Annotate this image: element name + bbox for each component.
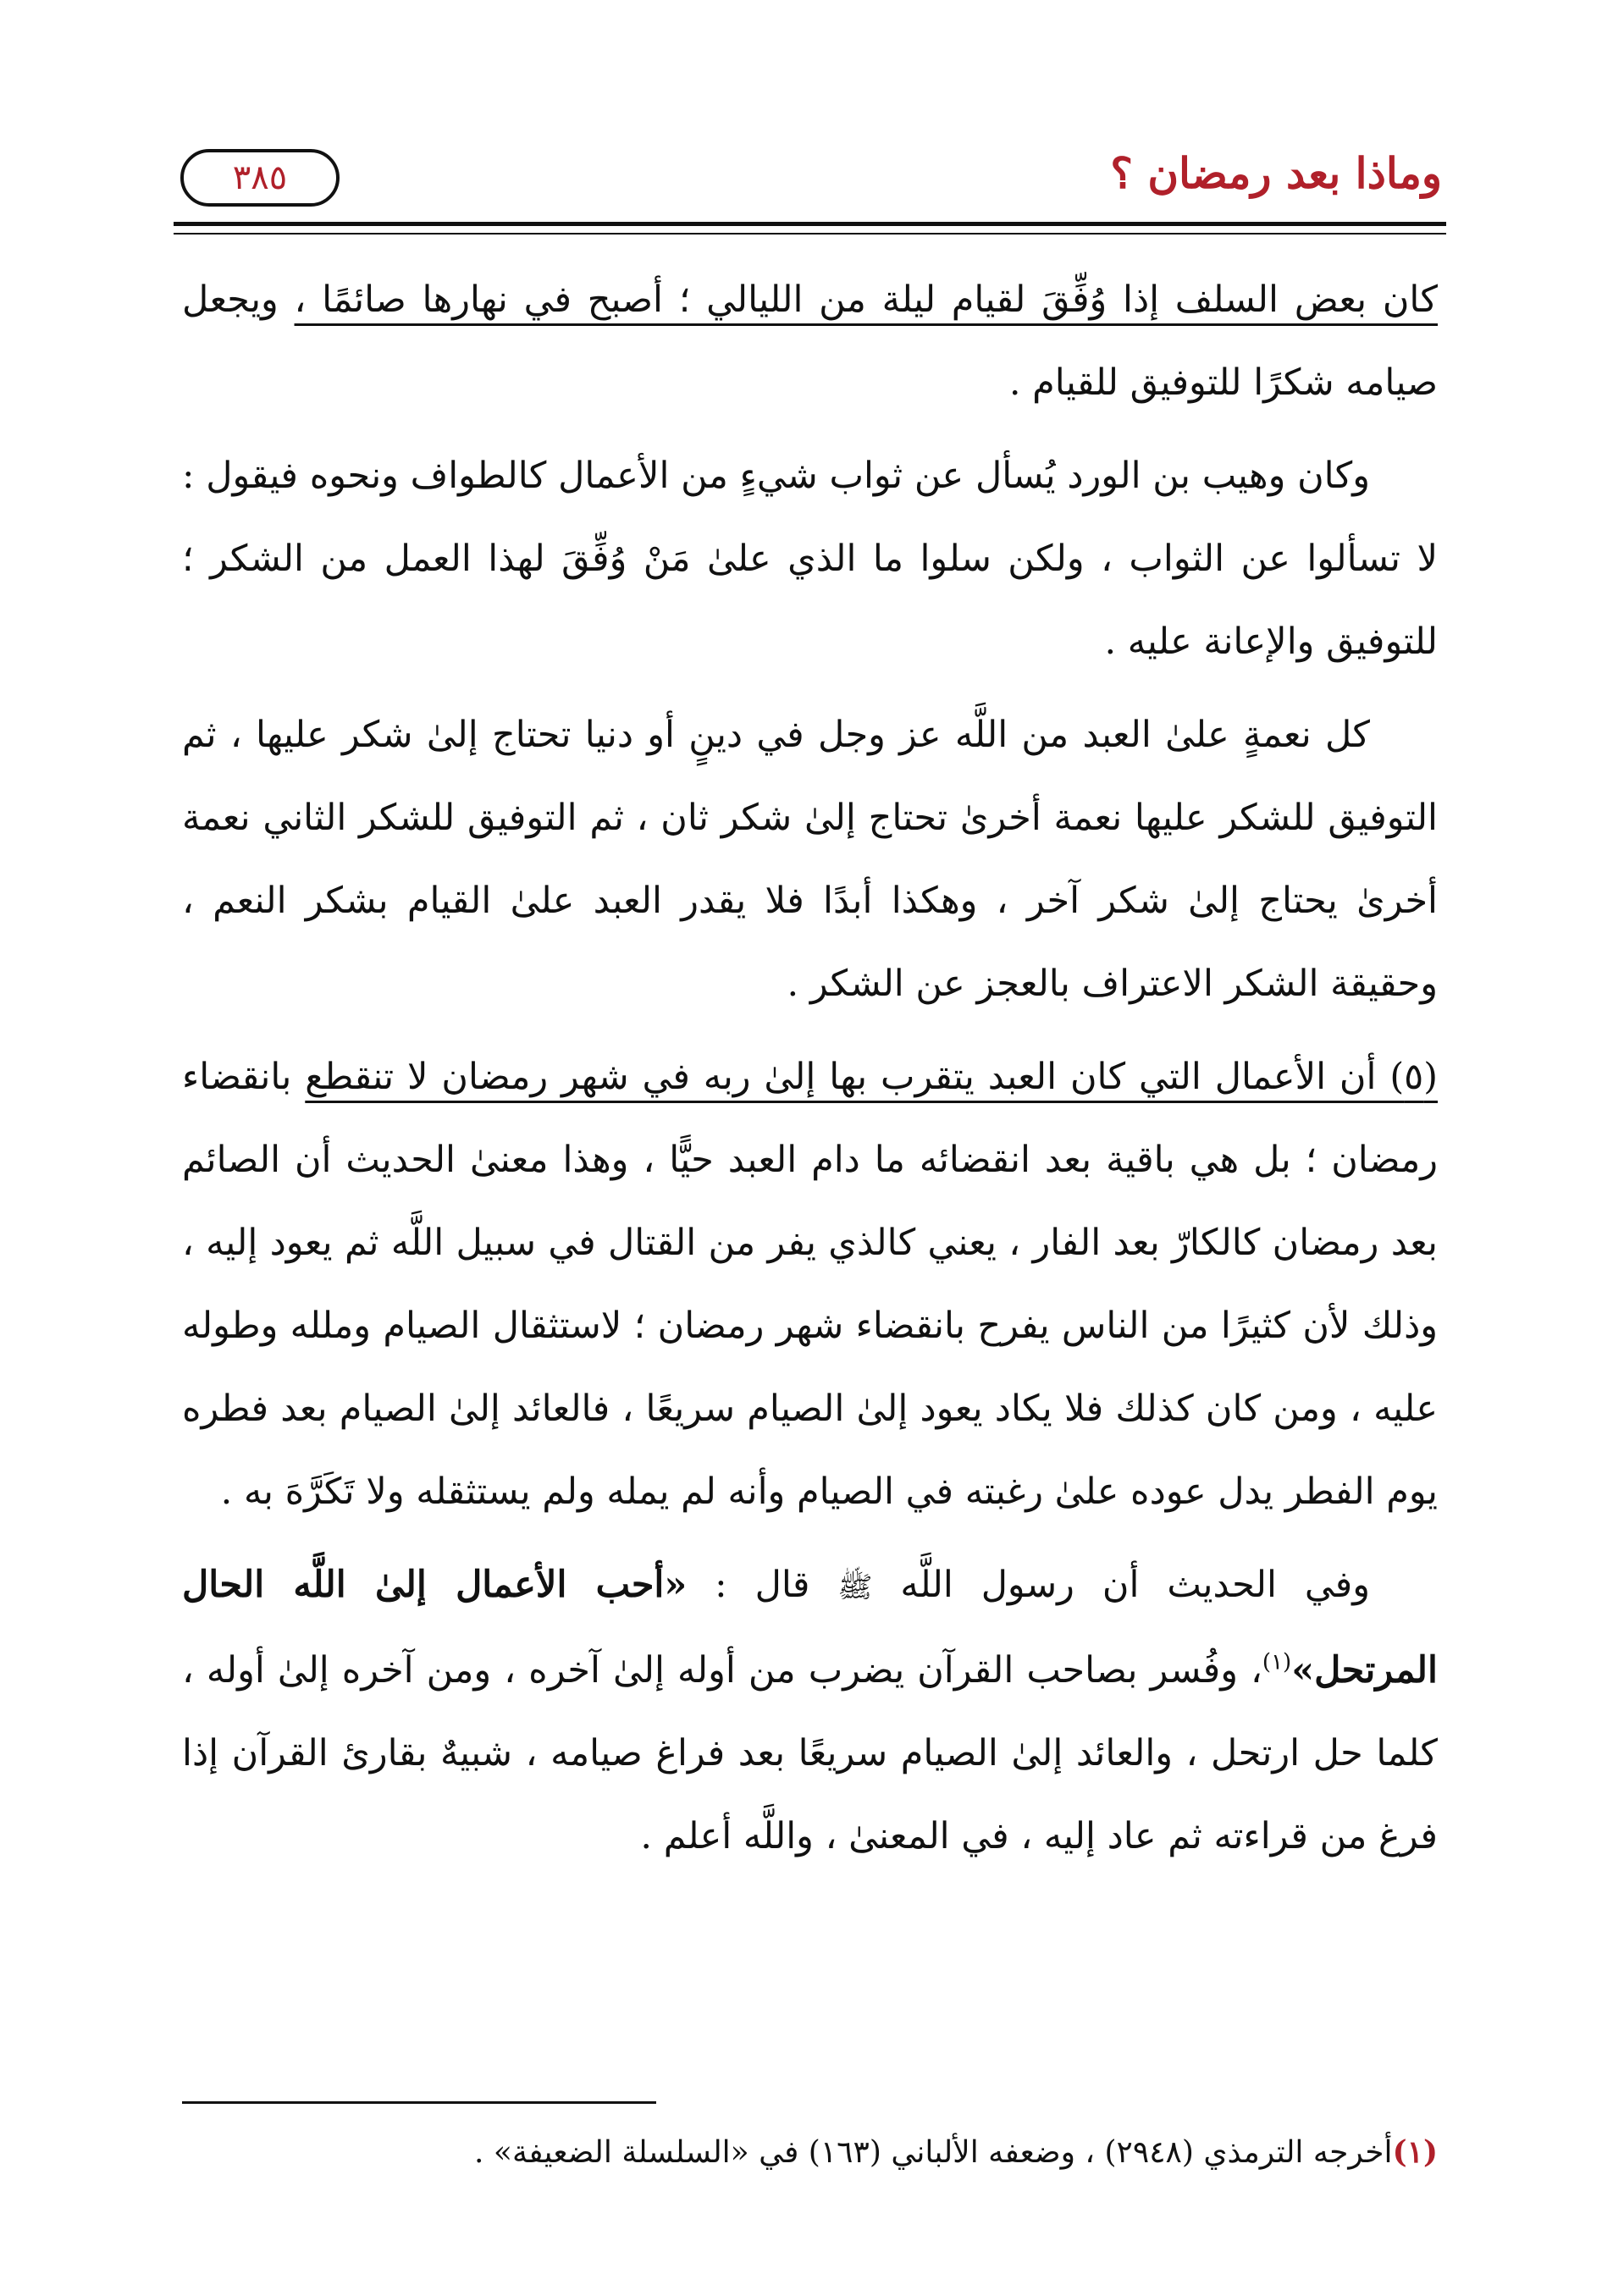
hadith-quote: «أحب الأعمال إلىٰ اللَّه الحال المرتحل» bbox=[182, 1564, 1438, 1692]
header-rule-thick bbox=[174, 222, 1446, 226]
footnote-text: أخرجه الترمذي (٢٩٤٨) ، وضعفه الألباني (١٦٣) في «السلسلة الضعيفة» . bbox=[474, 2135, 1393, 2170]
paragraph-3: كل نعمةٍ علىٰ العبد من اللَّه عز وجل في دينٍ أو دنيا تحتاج إلىٰ شكر عليها ، ثم التوفيق للشكر عليها نعمة أخرىٰ تحتاج إلىٰ شكر ثان ، ثم التوفيق للشكر الثاني نعمة أخرىٰ يحتاج إلىٰ شكر آخر ، وهكذا أبدًا فلا يقدر العبد علىٰ القيام بشكر النعم ، وحقيقة الشكر الاعتراف بالعجز عن الشكر . bbox=[182, 714, 1438, 1005]
paragraph-5-part1: وفي الحديث أن رسول اللَّه bbox=[872, 1564, 1370, 1606]
salawat-symbol: ﷺ bbox=[837, 1570, 873, 1604]
paragraph-1-rest: ويجعل صيامه شكرًا للتوفيق للقيام . bbox=[182, 279, 1438, 404]
running-title: وماذا بعد رمضان ؟ bbox=[1110, 148, 1442, 198]
page-number: ٣٨٥ bbox=[180, 149, 340, 207]
paragraph-4-rest: بانقضاء رمضان ؛ بل هي باقية بعد انقضائه ما دام العبد حيًّا ، وهذا معنىٰ الحديث أن الصائم بعد رمضان كالكارّ بعد الفار ، يعني كالذي يفر من القتال في سبيل اللَّه ثم يعود إليه ، وذلك لأن كثيرًا من الناس يفرح بانقضاء شهر رمضان ؛ لاستثقال الصيام وملله وطوله عليه ، ومن كان كذلك فلا يكاد يعود إلىٰ الصيام سريعًا ، فالعائد إلىٰ الصيام بعد فطره يوم الفطر يدل عوده علىٰ رغبته في الصيام وأنه لم يمله ولم يستثقله ولا تَكَرَّهَ به . bbox=[182, 1056, 1438, 1513]
page-header bbox=[174, 119, 1442, 220]
paragraph-4 bbox=[182, 1035, 1438, 1533]
footnote-number: (١) bbox=[1392, 2134, 1438, 2170]
underlined-phrase: كان بعض السلف إذا وُفِّقَ لقيام ليلة من الليالي ؛ أصبح في نهارها صائمًا ، bbox=[294, 279, 1438, 321]
numbered-point-heading: (٥) أن الأعمال التي كان العبد يتقرب بها إلىٰ ربه في شهر رمضان لا تنقطع bbox=[305, 1056, 1438, 1098]
paragraph-5 bbox=[182, 1543, 1438, 1878]
paragraph-2: وكان وهيب بن الورد يُسأل عن ثواب شيءٍ من الأعمال كالطواف ونحوه فيقول : لا تسألوا عن الثواب ، ولكن سلوا ما الذي علىٰ مَنْ وُفِّقَ لهذا العمل من الشكر ؛ للتوفيق والإعانة عليه . bbox=[182, 455, 1438, 663]
paragraph-1 bbox=[182, 258, 1438, 424]
header-rule-thin bbox=[174, 233, 1446, 235]
main-text bbox=[182, 258, 1438, 1888]
footnote-separator bbox=[182, 2101, 656, 2104]
footnote-reference[interactable]: (١) bbox=[1262, 1649, 1292, 1675]
footnote bbox=[182, 2127, 1438, 2178]
paragraph-5-part2: قال : bbox=[687, 1564, 838, 1606]
paragraph-5-part3: ، وفُسر بصاحب القرآن يضرب من أوله إلىٰ آخره ، ومن آخره إلىٰ أوله ، كلما حل ارتحل ، والعائد إلىٰ الصيام سريعًا بعد فراغ صيامه ، شبيهٌ بقارئ القرآن إذا فرغ من قراءته ثم عاد إليه ، في المعنىٰ ، واللَّه أعلم . bbox=[182, 1649, 1438, 1857]
